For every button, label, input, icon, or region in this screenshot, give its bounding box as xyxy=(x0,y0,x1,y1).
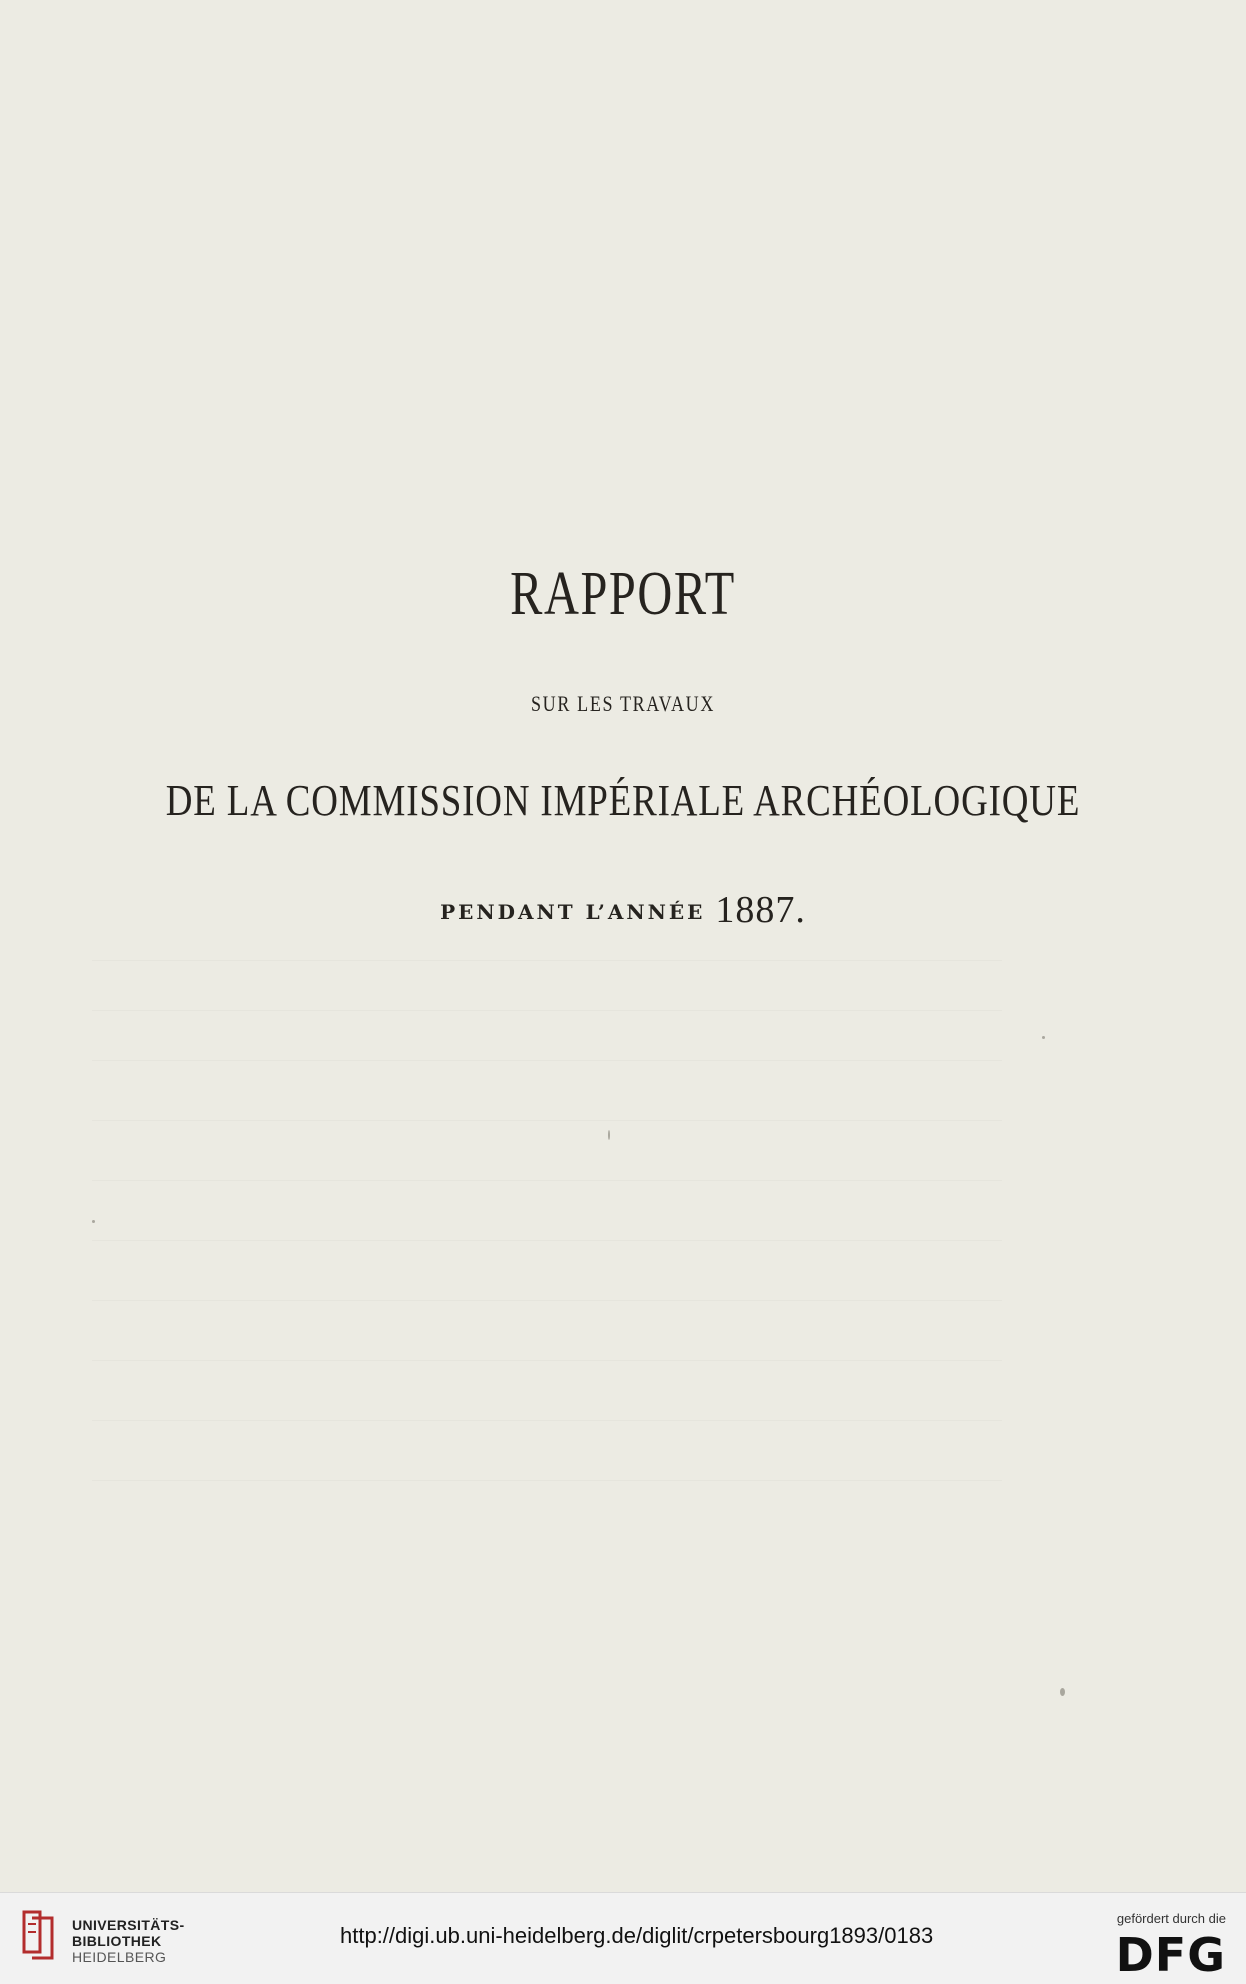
paper-speck xyxy=(92,1220,95,1223)
show-through-line xyxy=(92,1300,1002,1301)
period-year: 1887. xyxy=(715,889,806,931)
library-city: HEIDELBERG xyxy=(72,1949,167,1965)
paper-speck xyxy=(1042,1036,1045,1039)
paper-speck xyxy=(608,1130,610,1140)
ub-heidelberg-logo-icon[interactable] xyxy=(18,1908,58,1960)
show-through-line xyxy=(92,1180,1002,1181)
show-through-line xyxy=(92,1060,1002,1061)
period-prefix: PENDANT L’ANNÉE xyxy=(440,900,706,924)
library-name-line1: UNIVERSITÄTS- xyxy=(72,1917,185,1933)
library-name[interactable] xyxy=(72,1917,185,1965)
permalink-url[interactable]: http://digi.ub.uni-heidelberg.de/diglit/crpetersbourg1893/0183 xyxy=(340,1923,934,1948)
library-name-line2: BIBLIOTHEK xyxy=(72,1933,162,1949)
document-subtitle: SUR LES TRAVAUX xyxy=(530,691,715,716)
funding-caption: gefördert durch die xyxy=(1116,1911,1226,1926)
show-through-line xyxy=(92,1010,1002,1011)
document-title: RAPPORT xyxy=(510,560,736,628)
show-through-line xyxy=(92,960,1002,961)
period-line xyxy=(0,888,1246,932)
show-through-line xyxy=(92,1420,1002,1421)
show-through-line xyxy=(92,1240,1002,1241)
show-through-line xyxy=(92,1360,1002,1361)
paper-speck xyxy=(1060,1688,1065,1696)
footer-bar xyxy=(0,1892,1246,1984)
show-through-line xyxy=(92,1120,1002,1121)
show-through-line xyxy=(92,1480,1002,1481)
main-heading: DE LA COMMISSION IMPÉRIALE ARCHÉOLOGIQUE xyxy=(165,776,1081,825)
dfg-logo[interactable]: DFG xyxy=(1115,1928,1226,1982)
